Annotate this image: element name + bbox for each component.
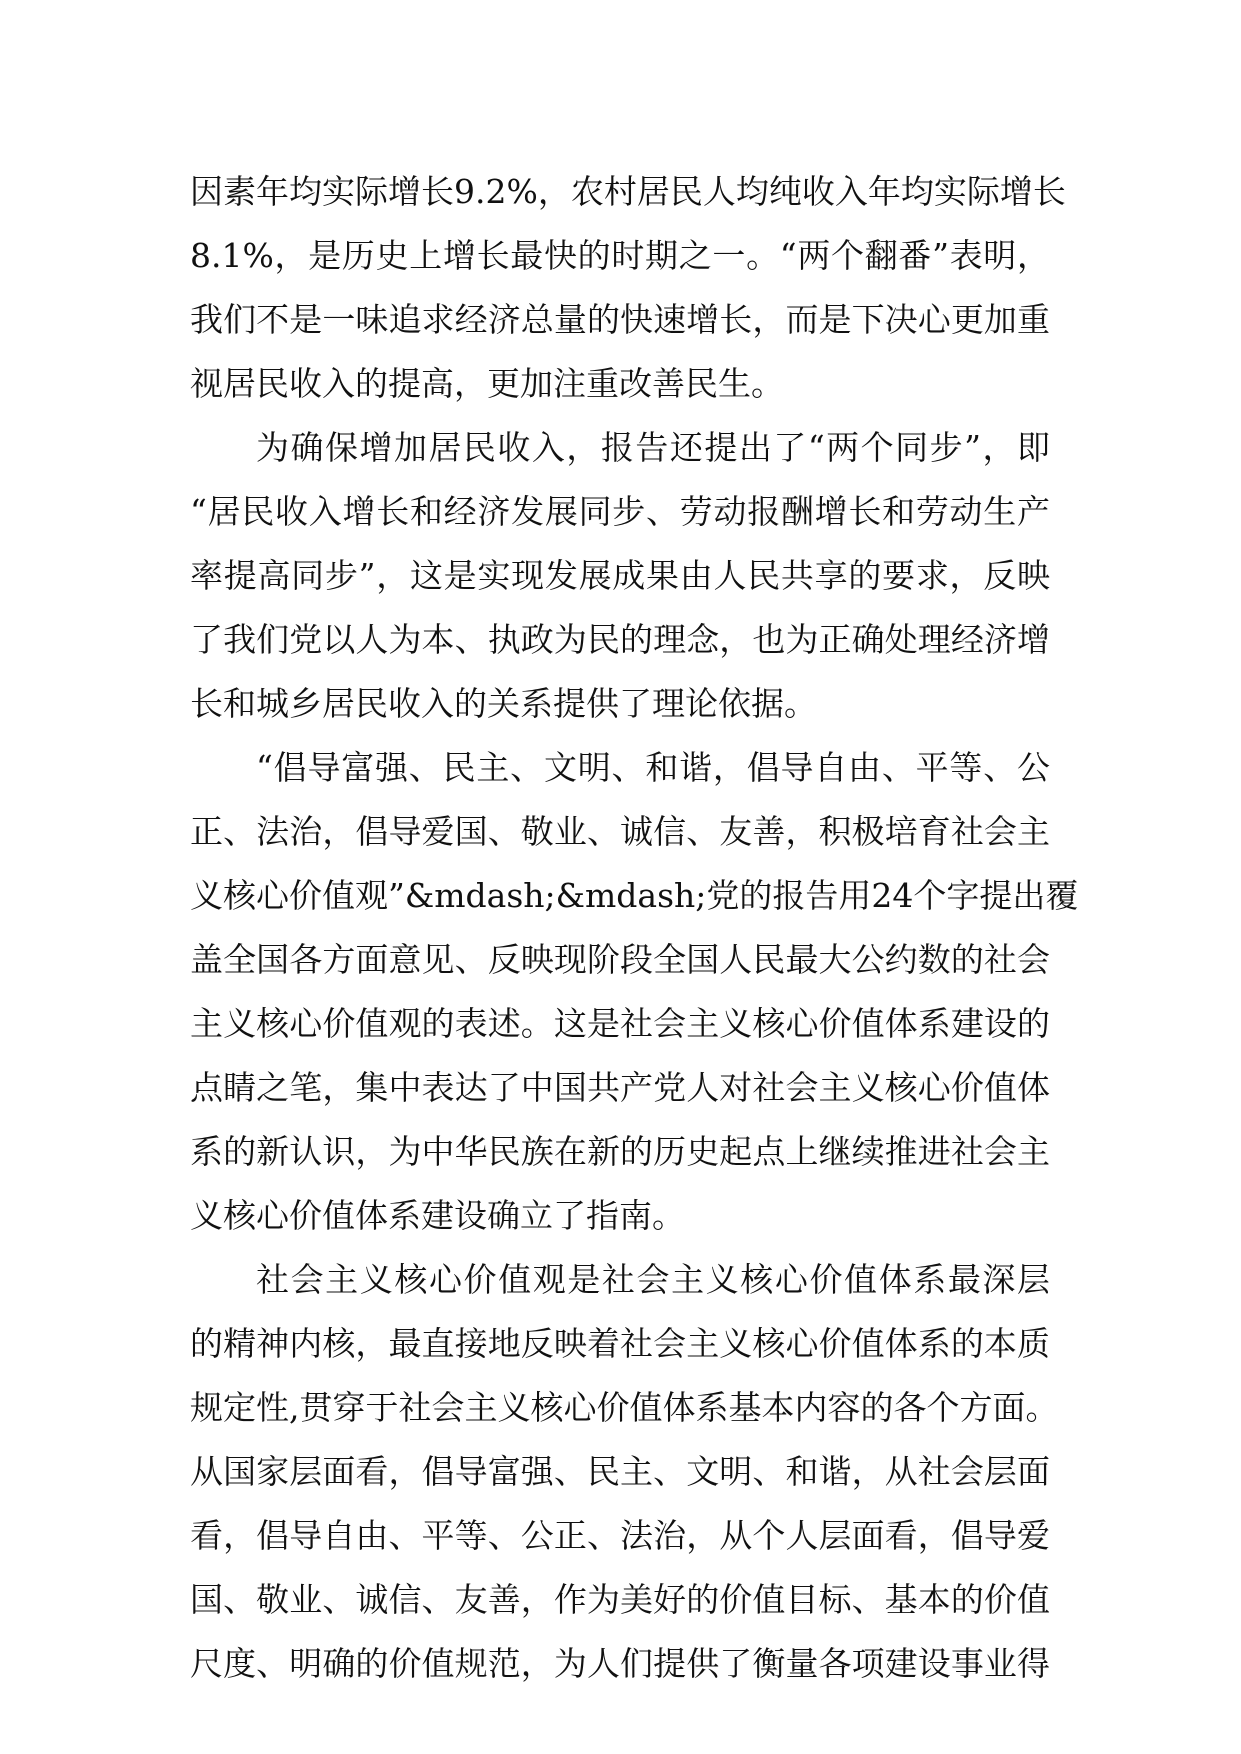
text-line: 我们不是一味追求经济总量的快速增长，而是下决心更加重 <box>190 300 1050 339</box>
paragraph-4 <box>190 1248 1059 1696</box>
text-line: 系的新认识，为中华民族在新的历史起点上继续推进社会主 <box>190 1132 1050 1171</box>
text-line: 视居民收入的提高，更加注重改善民生。 <box>190 364 784 403</box>
text-line: 长和城乡居民收入的关系提供了理论依据。 <box>190 684 817 723</box>
text-line: 规定性,贯穿于社会主义核心价值体系基本内容的各个方面。 <box>190 1388 1059 1427</box>
paragraph-1 <box>190 160 1066 416</box>
text-line: “居民收入增长和经济发展同步、劳动报酬增长和劳动生产 <box>190 492 1050 531</box>
paragraph-2 <box>190 416 1050 736</box>
text-line: 为确保增加居民收入，报告还提出了“两个同步”，即 <box>256 428 1050 467</box>
text-line: 义核心价值体系建设确立了指南。 <box>190 1196 685 1235</box>
text-line: 主义核心价值观的表述。这是社会主义核心价值体系建设的 <box>190 1004 1050 1043</box>
text-line: 从国家层面看，倡导富强、民主、文明、和谐，从社会层面 <box>190 1452 1050 1491</box>
text-line: 社会主义核心价值观是社会主义核心价值体系最深层 <box>256 1260 1050 1299</box>
body-text <box>190 160 1079 1696</box>
text-line: 的精神内核，最直接地反映着社会主义核心价值体系的本质 <box>190 1324 1050 1363</box>
text-line: 点睛之笔，集中表达了中国共产党人对社会主义核心价值体 <box>190 1068 1050 1107</box>
text-line: 义核心价值观”&mdash;&mdash;党的报告用24个字提出覆 <box>190 876 1079 915</box>
text-line: 了我们党以人为本、执政为民的理念，也为正确处理经济增 <box>190 620 1050 659</box>
paragraph-3 <box>190 736 1079 1248</box>
text-line: 看，倡导自由、平等、公正、法治，从个人层面看，倡导爱 <box>190 1516 1050 1555</box>
text-line: 尺度、明确的价值规范，为人们提供了衡量各项建设事业得 <box>190 1644 1050 1683</box>
text-line: 盖全国各方面意见、反映现阶段全国人民最大公约数的社会 <box>190 940 1050 979</box>
text-line: “倡导富强、民主、文明、和谐，倡导自由、平等、公 <box>256 748 1050 787</box>
text-line: 率提高同步”，这是实现发展成果由人民共享的要求，反映 <box>190 556 1050 595</box>
text-line: 8.1%，是历史上增长最快的时期之一。“两个翻番”表明， <box>190 236 1050 275</box>
text-line: 因素年均实际增长9.2%，农村居民人均纯收入年均实际增长 <box>190 172 1066 211</box>
text-line: 国、敬业、诚信、友善，作为美好的价值目标、基本的价值 <box>190 1580 1050 1619</box>
text-line: 正、法治，倡导爱国、敬业、诚信、友善，积极培育社会主 <box>190 812 1050 851</box>
